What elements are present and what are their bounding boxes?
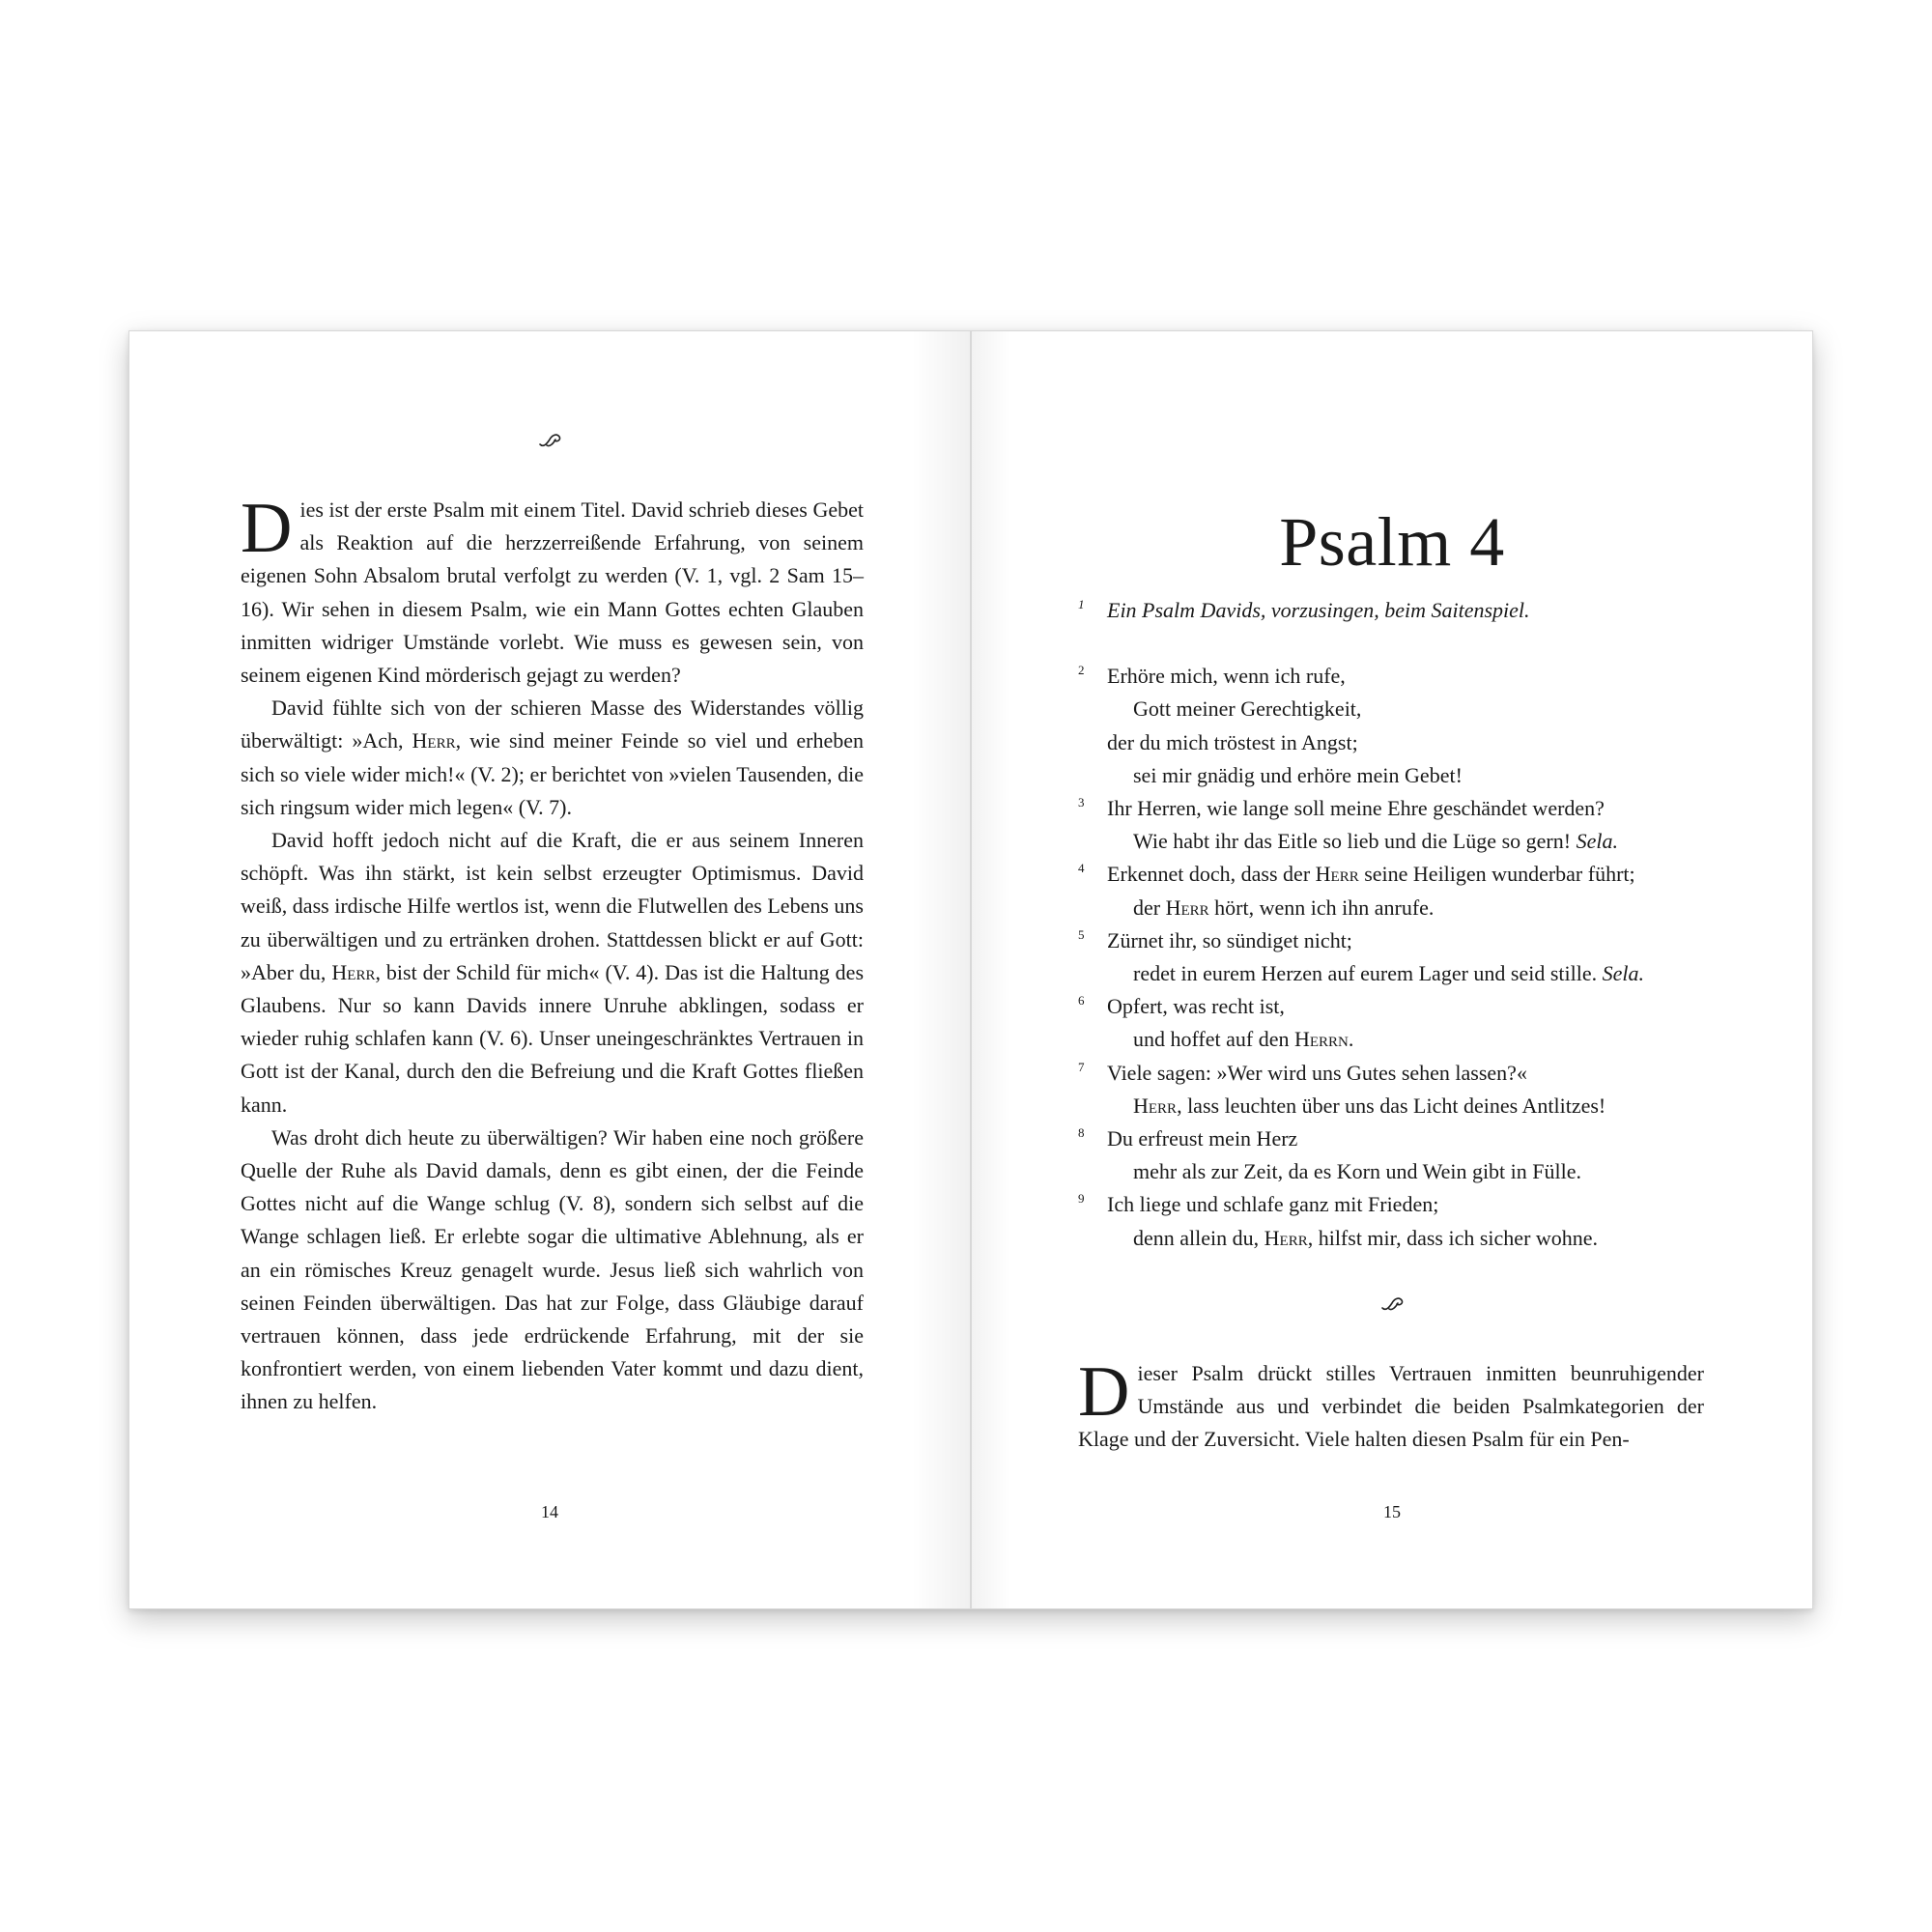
verse-line: Gott meiner Gerechtigkeit, — [1133, 696, 1362, 722]
verse-line: Viele sagen: »Wer wird uns Gutes sehen lassen?« — [1107, 1060, 1527, 1085]
verse-number: 1 — [1078, 597, 1085, 611]
verse-number: 3 — [1078, 795, 1085, 810]
verse-number: 5 — [1078, 926, 1085, 942]
verse-line: Ihr Herren, wie lange soll meine Ehre geschändet werden? — [1107, 796, 1605, 821]
verse-number: 7 — [1078, 1059, 1085, 1074]
gutter-shadow — [912, 331, 970, 1608]
paragraph: Dieser Psalm drückt stilles Vertrauen inmitten beunruhigender Umstände aus und verbindet die beiden Psalmkategorien der Klage und der Zuversicht. Viele halten diesen Psalm für ein Pen- — [1078, 1352, 1704, 1452]
verse-number: 6 — [1078, 993, 1085, 1009]
verse — [1078, 924, 1754, 990]
fleuron-icon — [531, 433, 570, 448]
right-page — [971, 330, 1813, 1609]
paragraph: David fühlte sich von der schieren Masse des Widerstandes völlig überwältigt: »Ach, Herr, wie sind meiner Feinde so viel und erheben sich so viele wider mich!« (V. 2); er berichtet von »vielen Tausenden, die sich ringsum wider mich legen« (V. 7). — [241, 696, 864, 819]
verse-line: Du erfreust mein Herz — [1107, 1126, 1298, 1151]
verse-number: 2 — [1078, 663, 1085, 678]
drop-cap: D — [241, 489, 293, 568]
verse — [1078, 594, 1754, 627]
paragraph: Dies ist der erste Psalm mit einem Titel. David schrieb dieses Gebet als Reaktion auf die herzzerreißende Erfahrung, von seinem eigenen Sohn Absalom brutal verfolgt zu werden (V. 1, vgl. 2 Sam 15–16). Wir sehen in diesem Psalm, wie ein Mann Gottes echten Glauben inmitten widriger Umstände vorlebt. Wie muss es gewesen sein, von seinem eigenen Kind mörderisch gejagt zu werden? — [241, 489, 864, 688]
page-number: 15 — [1383, 1502, 1401, 1521]
book-spread — [128, 330, 1813, 1609]
verse-line: Ein Psalm Davids, vorzusingen, beim Saitenspiel. — [1107, 598, 1530, 622]
commentary-text — [241, 489, 865, 1419]
fleuron-icon — [1374, 1296, 1412, 1312]
verse — [1078, 990, 1754, 1056]
verse-line: Ich liege und schlafe ganz mit Frieden; — [1107, 1192, 1439, 1217]
verse-line: der du mich tröstest in Angst; — [1107, 729, 1358, 754]
verse-line: Wie habt ihr das Eitle so lieb und die Lüge so gern! Sela. — [1133, 829, 1618, 854]
verse — [1078, 1188, 1754, 1254]
verse — [1078, 1057, 1754, 1122]
verse-line: der Herr hört, wenn ich ihn anrufe. — [1133, 895, 1435, 920]
verse-line: Herr, lass leuchten über uns das Licht deines Antlitzes! — [1133, 1093, 1606, 1118]
left-page — [128, 330, 971, 1609]
verse — [1078, 858, 1754, 923]
verse — [1078, 792, 1754, 858]
page-number: 14 — [541, 1502, 558, 1521]
verse-line: Zürnet ihr, so sündiget nicht; — [1107, 927, 1352, 952]
verse-number: 4 — [1078, 861, 1085, 876]
psalm-verses — [1078, 594, 1754, 1255]
drop-cap: D — [1078, 1352, 1130, 1432]
paragraph: Was droht dich heute zu überwältigen? Wir haben eine noch größere Quelle der Ruhe als David damals, denn es gibt einen, der die Feinde Gottes nicht auf die Wange schlug (V. 8), sondern sich selbst auf die Wange schlagen ließ. Er erlebte sogar die ultimative Ablehnung, als er an ein römisches Kreuz genagelt wurde. Jesus ließ sich wahrlich von seinen Feinden überwältigen. Das hat zur Folge, dass Gläubige darauf vertrauen können, dass jede erdrückende Erfahrung, mit der sie konfrontiert werden, von einem liebenden Vater kommt und dazu dient, ihnen zu helfen. — [241, 1124, 864, 1414]
verse-line: sei mir gnädig und erhöre mein Gebet! — [1133, 762, 1463, 787]
verse-line: Erkennet doch, dass der Herr seine Heiligen wunderbar führt; — [1107, 862, 1635, 887]
verse-line: redet in eurem Herzen auf eurem Lager und seid stille. Sela. — [1133, 961, 1645, 986]
verse-number: 9 — [1078, 1191, 1085, 1207]
verse-line: Erhöre mich, wenn ich rufe, — [1107, 664, 1346, 689]
verse — [1078, 660, 1754, 792]
commentary-text — [1078, 1352, 1704, 1457]
verse-line: Opfert, was recht ist, — [1107, 994, 1285, 1019]
verse-line: mehr als zur Zeit, da es Korn und Wein gibt in Fülle. — [1133, 1159, 1582, 1184]
verse-number: 8 — [1078, 1125, 1085, 1141]
verse — [1078, 1122, 1754, 1188]
verse-line: denn allein du, Herr, hilfst mir, dass ich sicher wohne. — [1133, 1225, 1599, 1250]
page-title: Psalm 4 — [1279, 503, 1505, 582]
verse-line: und hoffet auf den Herrn. — [1133, 1027, 1354, 1052]
paragraph: David hofft jedoch nicht auf die Kraft, die er aus seinem Inneren schöpft. Was ihn stärkt, ist kein selbst erzeugter Optimismus. David weiß, dass irdische Hilfe wertlos ist, wenn die Flutwellen des Lebens uns zu überwältigen und zu ertränken drohen. Stattdessen blickt er auf Gott: »Aber du, Herr, bist der Schild für mich« (V. 4). Das ist die Haltung des Glaubens. Nur so kann Davids innere Unruhe abklingen, sodass er wieder ruhig schlafen kann (V. 6). Unser uneingeschränktes Vertrauen in Gott ist der Kanal, durch den die Befreiung und die Kraft Gottes fließen kann. — [241, 828, 865, 1117]
